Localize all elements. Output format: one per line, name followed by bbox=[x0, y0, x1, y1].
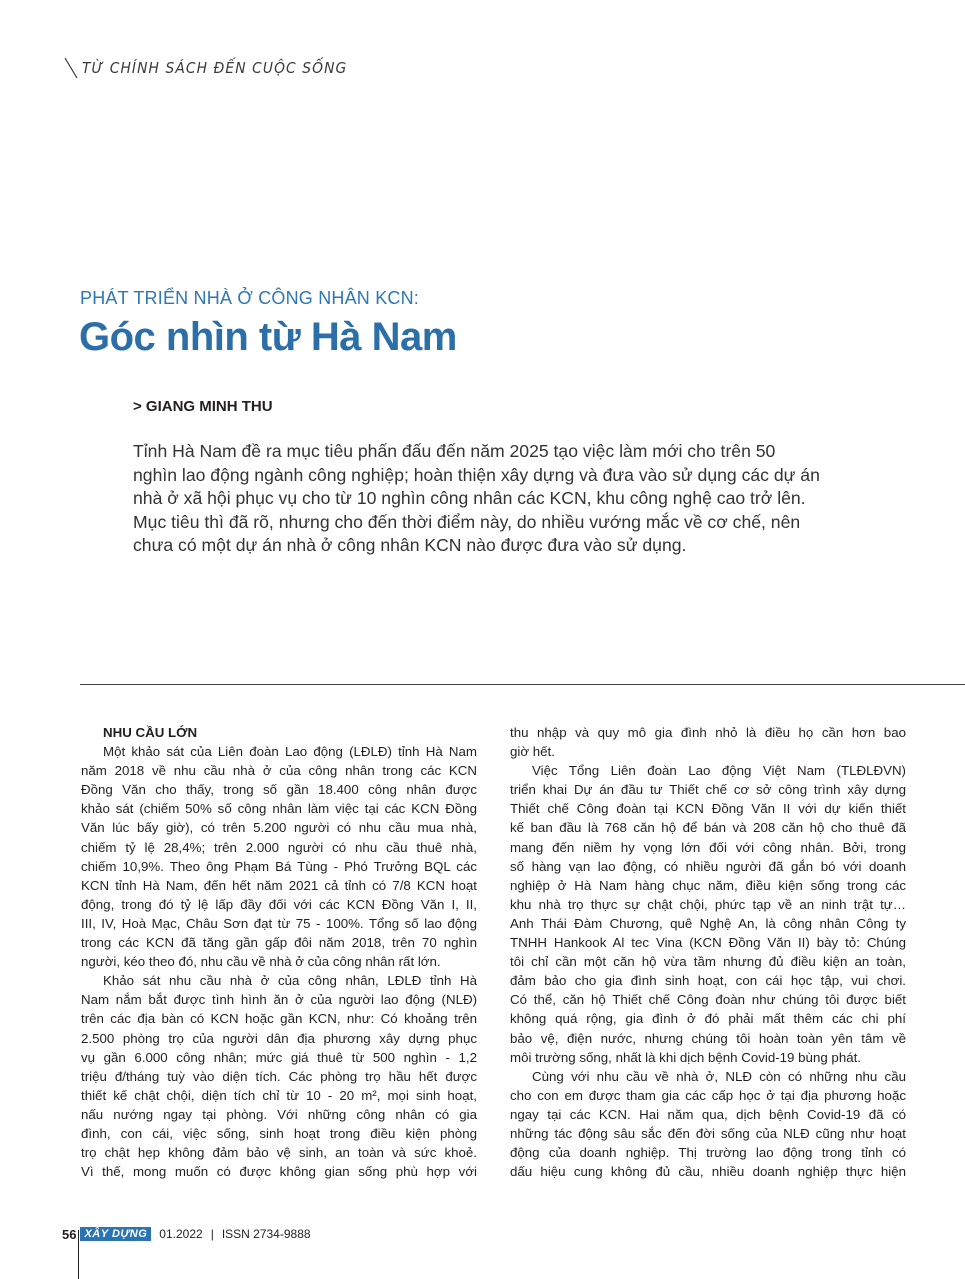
body-line: thiết kế chật chội, diện tích chỉ từ 10 - 20 m², mọi sinh hoạt, bbox=[81, 1087, 477, 1103]
body-line: người, kéo theo đó, nhu cầu về nhà ở của công nhân rất lớn. bbox=[81, 954, 441, 970]
lead-line: Mục tiêu thì đã rõ, nhưng cho đến thời điểm này, do nhiều vướng mắc về cơ chế, nên bbox=[133, 511, 801, 532]
body-line: trong các KCN đã tăng gần gấp đôi năm 2018, trên 70 nghìn bbox=[81, 935, 477, 951]
lead-line: nghìn lao động ngành công nghiệp; hoàn thiện xây dựng và đưa vào sử dụng các dự án bbox=[133, 464, 820, 485]
body-line: Một khảo sát của Liên đoàn Lao động (LĐLĐ) tỉnh Hà Nam bbox=[103, 744, 477, 760]
section-heading: NHU CẦU LỚN bbox=[103, 725, 198, 740]
body-line: tôi chỉ cần một căn hộ vừa tầm nhưng đủ điều kiện an toàn, bbox=[510, 954, 906, 970]
body-line: chiếm 10,9%. Theo ông Phạm Bá Tùng - Phó Trưởng BQL các bbox=[81, 858, 477, 874]
article-author: > GIANG MINH THU bbox=[133, 398, 273, 415]
body-line: Khảo sát nhu cầu nhà ở của công nhân, LĐLĐ tỉnh Hà bbox=[103, 973, 477, 989]
body-line: III, IV, Hoà Mạc, Châu Sơn đạt từ 75 - 100%. Tổng số lao động bbox=[81, 915, 477, 931]
body-line: năm 2018 về nhu cầu nhà ở của công nhân trong các KCN bbox=[81, 763, 477, 779]
body-line: nghiệp ở Hà Nam hàng chục năm, điều kiện sống trong các bbox=[510, 877, 906, 893]
body-line: triệu đ/tháng tuỳ vào diện tích. Các phòng trọ hầu hết được bbox=[81, 1068, 477, 1084]
issn-number: ISSN 2734-9888 bbox=[221, 1227, 311, 1241]
body-line: đình, con cái, việc sống, sinh hoạt trong điều kiện phòng bbox=[81, 1125, 477, 1141]
body-line: giờ hết. bbox=[510, 744, 555, 760]
body-line: Đồng Văn cho thấy, trong số gần 18.400 công nhân được bbox=[81, 782, 477, 798]
body-line: ngay tại các KCN. Hai năm qua, dịch bệnh Covid-19 đã có bbox=[510, 1106, 906, 1122]
article-lead bbox=[133, 440, 883, 558]
body-line: Vì thế, mong muốn có được không gian sống phù hợp với bbox=[81, 1164, 477, 1180]
body-line: nấu nướng ngay tại phòng. Với những công nhân có gia bbox=[81, 1106, 477, 1122]
body-line: đảm bảo cho gia đình sinh hoạt, con cái học tập, vui chơi. bbox=[510, 973, 906, 989]
lead-line: chưa có một dự án nhà ở công nhân KCN nào được đưa vào sử dụng. bbox=[133, 535, 687, 556]
body-column-left bbox=[81, 723, 477, 1181]
body-line: mang đến niềm hy vọng lớn đối với công nhân. Bởi, trong bbox=[510, 839, 906, 855]
page-footer bbox=[62, 1224, 311, 1244]
body-line: môi trường sống, nhất là khi dịch bệnh Covid-19 bùng phát. bbox=[510, 1049, 861, 1065]
body-line: không quá rộng, gia đình ở đó phải mất thêm các chi phí bbox=[510, 1011, 906, 1027]
lead-line: nhà ở xã hội phục vụ cho từ 10 nghìn công nhân các KCN, khu công nghệ cao trở lên. bbox=[133, 488, 806, 509]
section-label-text: TỪ CHÍNH SÁCH ĐẾN CUỘC SỐNG bbox=[82, 59, 348, 77]
body-line: bảo vệ, điện nước, nhưng chúng tôi hoàn toàn yên tâm về bbox=[510, 1030, 906, 1046]
body-line: thu nhập và quy mô gia đình nhỏ là điều họ cần hơn bao bbox=[510, 725, 906, 740]
body-line: Anh Thái Đàm Chương, quê Nghệ An, là công nhân Công ty bbox=[510, 915, 906, 931]
footer-separator: | bbox=[210, 1227, 214, 1241]
body-line: khu nhà trọ thực sự chật chội, phức tạp về an ninh trật tự… bbox=[510, 896, 906, 912]
body-line: dấu hiệu cung không đủ cầu, nhiều doanh nghiệp thực hiện bbox=[510, 1164, 906, 1180]
body-line: Nam nắm bắt được tình hình ăn ở của người lao động (NLĐ) bbox=[81, 992, 477, 1008]
body-line: động của doanh nghiệp. Thị trường lao động trong tỉnh có bbox=[510, 1145, 906, 1161]
article-kicker: PHÁT TRIỂN NHÀ Ở CÔNG NHÂN KCN: bbox=[80, 288, 420, 308]
body-line: Việc Tổng Liên đoàn Lao động Việt Nam (TLĐLĐVN) bbox=[532, 763, 906, 779]
body-line: Thiết chế Công đoàn tại KCN Đồng Văn II với dự kiến thiết bbox=[510, 801, 906, 817]
magazine-logo: XÂY DỰNG bbox=[80, 1227, 151, 1241]
body-line: triển khai Dự án đầu tư Thiết chế cơ sở công trình xây dựng bbox=[510, 782, 906, 798]
body-line: trọ chật hẹp không đảm bảo vệ sinh, an toàn và sức khoẻ. bbox=[81, 1145, 477, 1161]
page-number: 56 bbox=[62, 1226, 77, 1242]
section-divider bbox=[80, 684, 965, 685]
body-line: vụ gần 6.000 công nhân; mức giá thuê từ 500 nghìn - 1,2 bbox=[81, 1049, 477, 1065]
body-line: chiếm tỷ lệ 28,4%; trên 2.000 người có nhu cầu thuê nhà, bbox=[81, 839, 477, 855]
body-line: số hàng vạn lao động, có nhiều người đã gắn bó với doanh bbox=[510, 858, 906, 874]
body-line: Có thể, căn hộ Thiết chế Công đoàn như chúng tôi được biết bbox=[510, 992, 906, 1008]
body-line: KCN tỉnh Hà Nam, đến hết năm 2021 cả tỉnh có 7/8 KCN hoạt bbox=[81, 877, 477, 893]
body-line: trên các địa bàn có KCN hoặc gần KCN, như: Có khoảng trên bbox=[81, 1011, 477, 1027]
body-line: kế ban đầu là 768 căn hộ để bán và 208 căn hộ cho thuê đã bbox=[510, 820, 906, 836]
body-line: Cùng với nhu cầu về nhà ở, NLĐ còn có những nhu cầu bbox=[532, 1068, 906, 1084]
section-label bbox=[64, 56, 370, 80]
body-line: TNHH Hankook Al tec Vina (KCN Đồng Văn II) bày tỏ: Chúng bbox=[510, 935, 906, 951]
body-line: động, trong đó tỷ lệ lấp đầy đối với các KCN Đồng Văn I, II, bbox=[81, 896, 477, 912]
section-slash-icon bbox=[64, 57, 78, 79]
body-line: khảo sát (chiếm 50% số công nhân làm việc tại các KCN Đồng bbox=[81, 801, 477, 817]
body-line: 2.500 phòng trọ của người dân địa phương xây dựng phục bbox=[81, 1030, 477, 1046]
body-line: những tác động sâu sắc đến đời sống của NLĐ cũng như hoạt bbox=[510, 1125, 906, 1141]
lead-line: Tỉnh Hà Nam đề ra mục tiêu phấn đấu đến năm 2025 tạo việc làm mới cho trên 50 bbox=[133, 441, 776, 461]
body-line: cho con em được tham gia các cấp học ở tại địa phương hoặc bbox=[510, 1087, 906, 1103]
body-column-right bbox=[510, 723, 906, 1181]
issue-date: 01.2022 bbox=[159, 1227, 203, 1241]
body-line: Văn lúc bấy giờ), có trên 5.200 người có nhu cầu mua nhà, bbox=[81, 820, 477, 836]
article-title: Góc nhìn từ Hà Nam bbox=[79, 315, 457, 359]
